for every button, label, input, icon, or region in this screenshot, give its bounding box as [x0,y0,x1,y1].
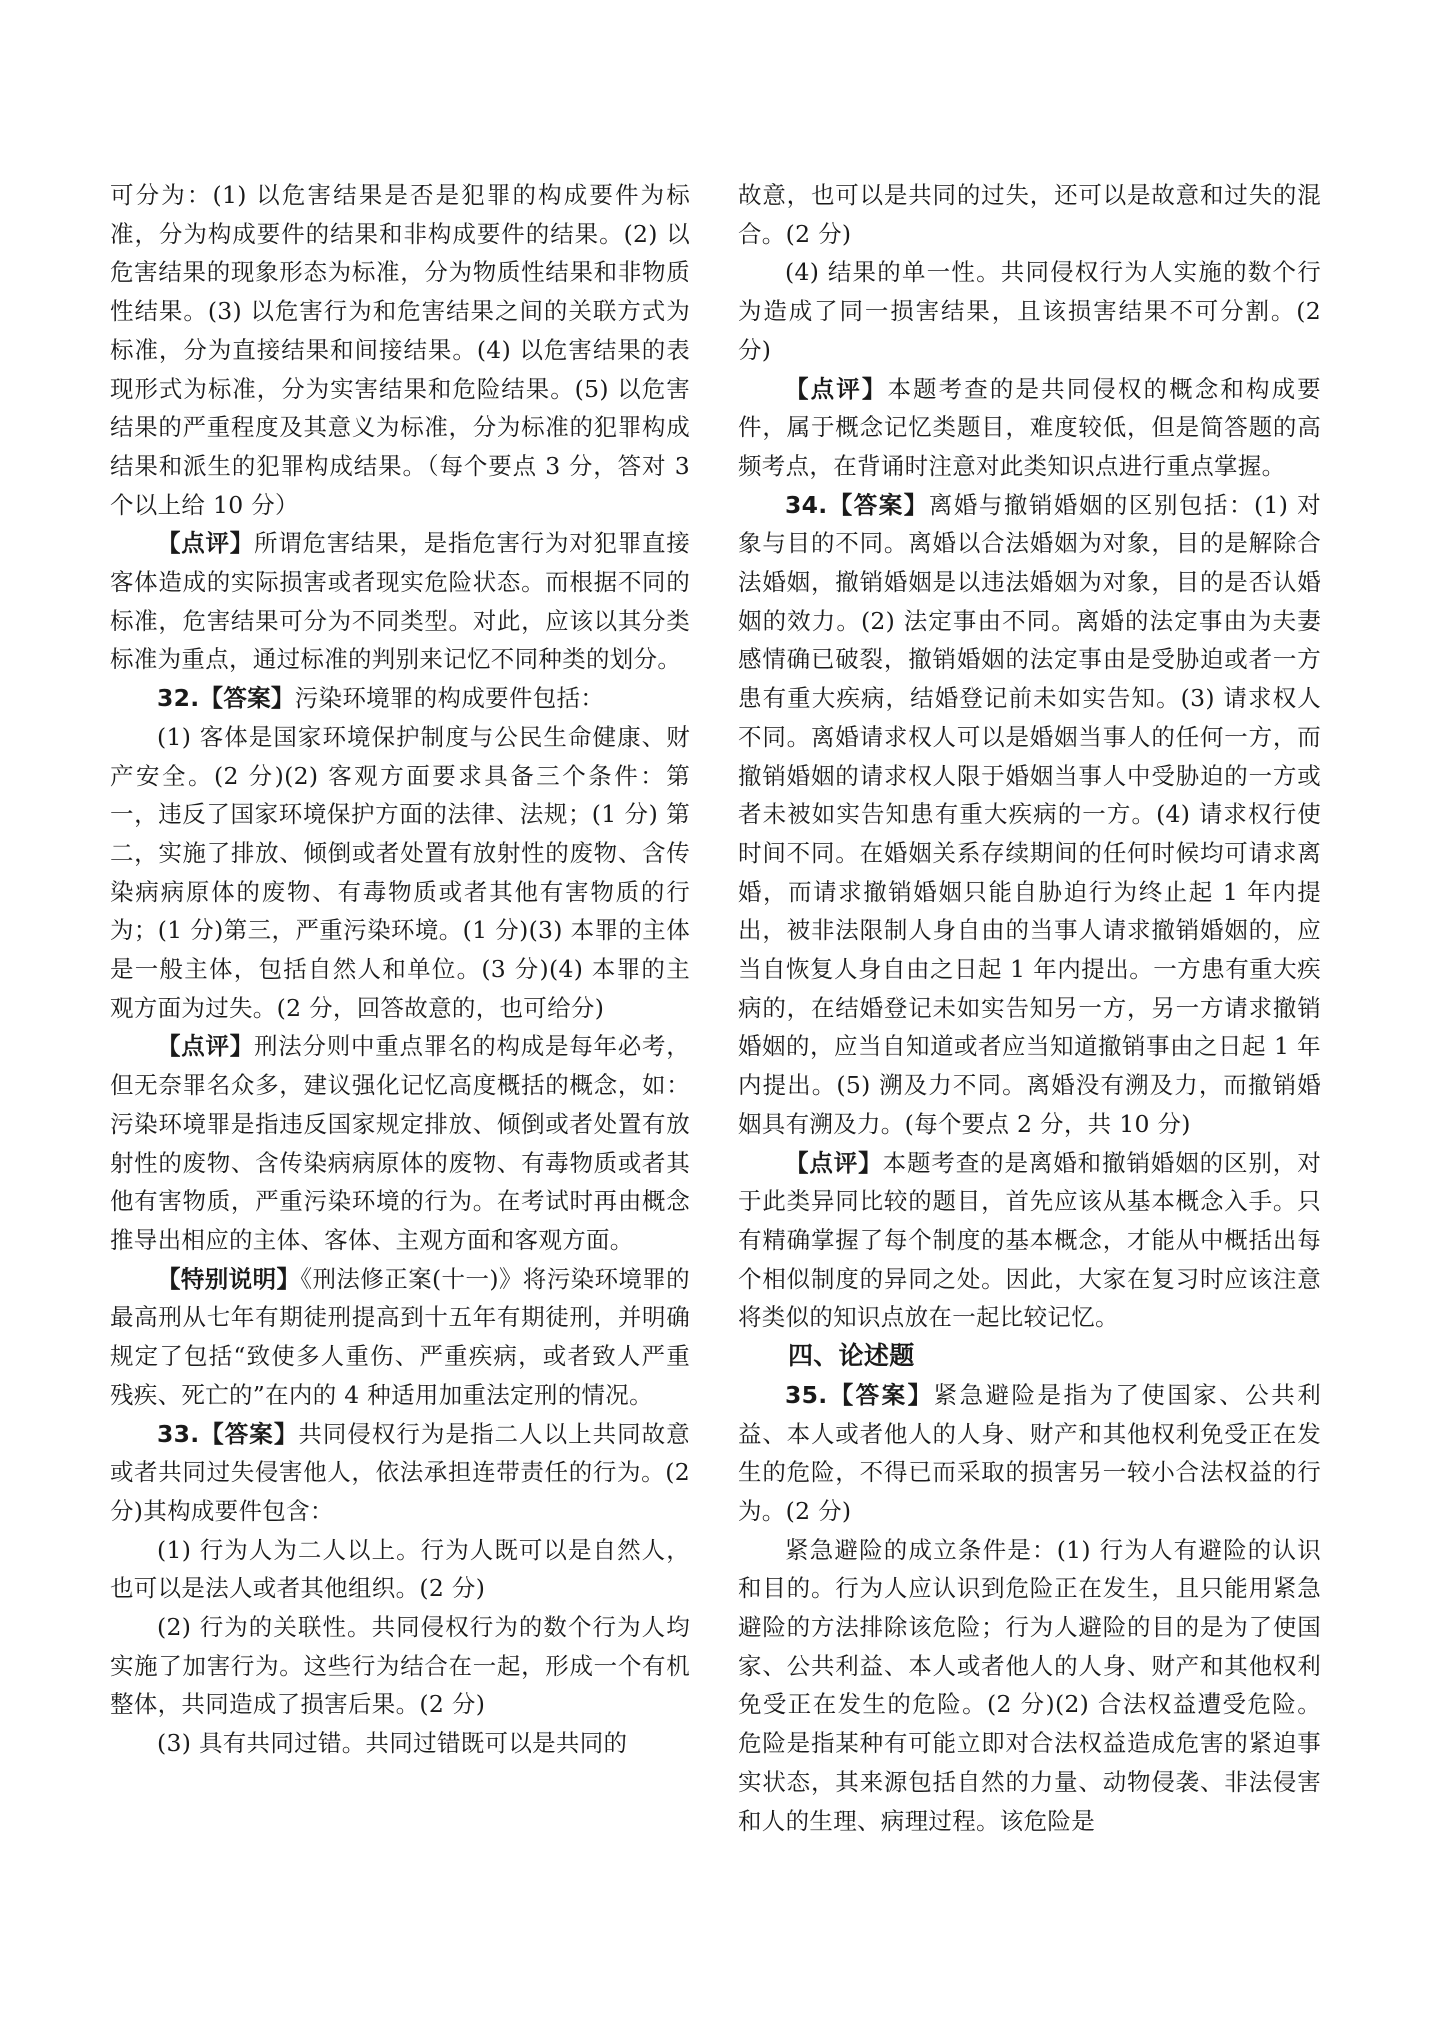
right-column [738,176,1321,1840]
answer-32-paragraph [110,679,690,718]
paragraph: (3) 具有共同过错。共同过错既可以是共同的 [157,1729,628,1758]
comment-text: 刑法分则中重点罪名的构成是每年必考，但无奈罪名众多，建议强化记忆高度概括的概念，如：污染环境罪是指违反国家规定排放、倾倒或者处置有放射性的废物、含传染病病原体的废物、有毒物质或者其他有害物质，严重污染环境的行为。在考试时再由概念推导出相应的主体、客体、主观方面和客观方面。 [110,1032,691,1254]
paragraph: 故意，也可以是共同的过失，还可以是故意和过失的混合。(2 分) [738,181,1321,248]
comment-paragraph [738,370,1321,486]
special-note-tag: 【特别说明】 [157,1264,301,1293]
comment-paragraph [110,1027,690,1259]
paragraph: 紧急避险的成立条件是：(1) 行为人有避险的认识和目的。行为人应认识到危险正在发生，且只能用紧急避险的方法排除该危险；行为人避险的目的是为了使国家、公共利益、本人或者他人的人身、财产和其他权利免受正在发生的危险。(2 分)(2) 合法权益遭受危险。危险是指某种有可能立即对合法权益造成危害的紧迫事实状态，其来源包括自然的力量、动物侵袭、非法侵害和人的生理、病理过程。该危险是 [738,1535,1321,1835]
paragraph: (4) 结果的单一性。共同侵权行为人实施的数个行为造成了同一损害结果，且该损害结果不可分割。(2 分) [738,258,1321,364]
answer-tag: 34.【答案】 [785,490,929,519]
comment-paragraph [738,1144,1321,1338]
section-title: 四、论述题 [788,1341,915,1371]
comment-paragraph [110,524,690,679]
answer-tag: 33.【答案】 [157,1419,299,1448]
paragraph: 可分为：(1) 以危害结果是否是犯罪的构成要件为标准，分为构成要件的结果和非构成要件的结果。(2) 以危害结果的现象形态为标准，分为物质性结果和非物质性结果。(3) 以危害行为和危害结果之间的关联方式为标准，分为直接结果和间接结果。(4) 以危害结果的表现形式为标准，分为实害结果和危险结果。(5) 以危害结果的严重程度及其意义为标准，分为标准的犯罪构成结果和派生的犯罪构成结果。（每个要点 3 分，答对 3 个以上给 10 分） [110,181,690,519]
special-note-paragraph [110,1260,690,1415]
comment-text: 本题考查的是共同侵权的概念和构成要件，属于概念记忆类题目，难度较低，但是简答题的高频考点，在背诵时注意对此类知识点进行重点掌握。 [738,374,1321,480]
comment-tag: 【点评】 [785,1148,883,1177]
comment-tag: 【点评】 [157,529,254,558]
paragraph: (1) 客体是国家环境保护制度与公民生命健康、财产安全。(2 分)(2) 客观方面要求具备三个条件：第一，违反了国家环境保护方面的法律、法规；(1 分) 第二，实施了排放、倾倒或者处置有放射性的废物、含传染病病原体的废物、有毒物质或者其他有害物质的行为；(1 分)第三，严重污染环境。(1 分)(3) 本罪的主体是一般主体，包括自然人和单位。(3 分)(4) 本罪的主观方面为过失。(2 分，回答故意的，也可给分) [110,722,690,1022]
answer-text: 紧急避险是指为了使国家、公共利益、本人或者他人的人身、财产和其他权利免受正在发生的危险，不得已而采取的损害另一较小合法权益的行为。(2 分) [738,1380,1321,1525]
answer-text: 共同侵权行为是指二人以上共同故意或者共同过失侵害他人，依法承担连带责任的行为。(2 分)其构成要件包含： [110,1419,690,1525]
comment-text: 所谓危害结果，是指危害行为对犯罪直接客体造成的实际损害或者现实危险状态。而根据不同的标准，危害结果可分为不同类型。对此，应该以其分类标准为重点，通过标准的判别来记忆不同种类的划分。 [110,529,691,674]
answer-33-paragraph [110,1415,690,1531]
comment-text: 本题考查的是离婚和撤销婚姻的区别，对于此类异同比较的题目，首先应该从基本概念入手。只有精确掌握了每个制度的基本概念，才能从中概括出每个相似制度的异同之处。因此，大家在复习时应该注意将类似的知识点放在一起比较记忆。 [738,1148,1321,1332]
answer-tag: 32.【答案】 [157,684,295,713]
answer-35-paragraph [738,1376,1321,1531]
answer-tag: 35.【答案】 [785,1380,934,1409]
comment-tag: 【点评】 [157,1032,254,1061]
special-note-text: 《刑法修正案(十一)》将污染环境罪的最高刑从七年有期徒刑提高到十五年有期徒刑，并明确规定了包括“致使多人重伤、严重疾病，或者致人严重残疾、死亡的”在内的 4 种适用加重法定刑的情况。 [110,1264,690,1409]
answer-text: 污染环境罪的构成要件包括： [294,684,605,713]
comment-tag: 【点评】 [785,374,888,403]
answer-text: 离婚与撤销婚姻的区别包括：(1) 对象与目的不同。离婚以合法婚姻为对象，目的是解除合法婚姻，撤销婚姻是以违法婚姻为对象，目的是否认婚姻的效力。(2) 法定事由不同。离婚的法定事由为夫妻感情确已破裂，撤销婚姻的法定事由是受胁迫或者一方患有重大疾病，结婚登记前未如实告知。(3) 请求权人不同。离婚请求权人可以是婚姻当事人的任何一方，而撤销婚姻的请求权人限于婚姻当事人中受胁迫的一方或者未被如实告知患有重大疾病的一方。(4) 请求权行使时间不同。在婚姻关系存续期间的任何时候均可请求离婚，而请求撤销婚姻只能自胁迫行为终止起 1 年内提出，被非法限制人身自由的当事人请求撤销婚姻的，应当自恢复人身自由之日起 1 年内提出。一方患有重大疾病的，在结婚登记未如实告知另一方，另一方请求撤销婚姻的，应当自知道或者应当知道撤销事由之日起 1 年内提出。(5) 溯及力不同。离婚没有溯及力，而撤销婚姻具有溯及力。(每个要点 2 分，共 10 分) [738,490,1321,1138]
paragraph: (2) 行为的关联性。共同侵权行为的数个行为人均实施了加害行为。这些行为结合在一起，形成一个有机整体，共同造成了损害后果。(2 分) [110,1613,690,1719]
left-column [110,176,690,1763]
answer-34-paragraph [738,486,1321,1144]
paragraph: (1) 行为人为二人以上。行为人既可以是自然人，也可以是法人或者其他组织。(2 分) [110,1535,690,1603]
